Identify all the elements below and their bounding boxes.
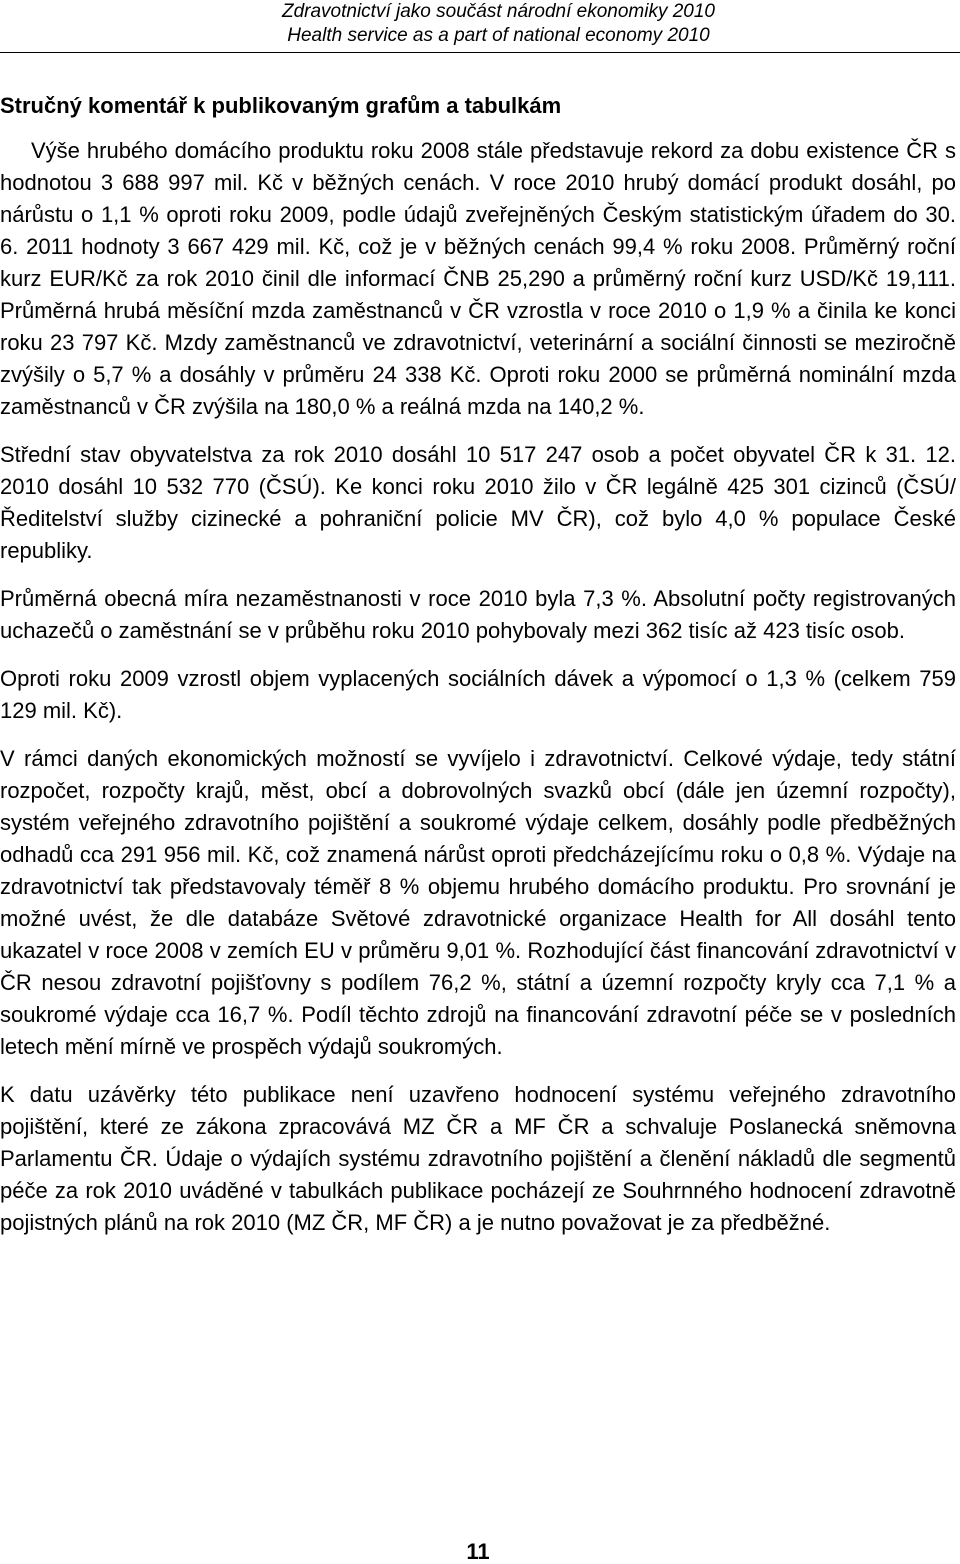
header-title-cz: Zdravotnictví jako součást národní ekonomiky 2010 (281, 1, 715, 22)
paragraph-insurance-evaluation: K datu uzávěrky této publikace není uzavřeno hodnocení systému veřejného zdravotního pojištění, které ze zákona zpracovává MZ ČR a MF ČR a schvaluje Poslanecká sněmovna Parlamentu ČR. Údaje o výdajích systému zdravotního pojištění a členění nákladů dle segmentů péče za rok 2010 uváděné v tabulkách publikace pocházejí ze Souhrnného hodnocení zdravotně pojistných plánů na rok 2010 (MZ ČR, MF ČR) a je nutno považovat je za předběžné. (0, 1082, 956, 1235)
paragraph-unemployment: Průměrná obecná míra nezaměstnanosti v roce 2010 byla 7,3 %. Absolutní počty registrovaných uchazečů o zaměstnání se v průběhu roku 2010 pohybovaly mezi 362 tisíc až 423 tisíc osob. (0, 586, 956, 643)
running-header (282, 0, 715, 48)
paragraph-health-expenditure: V rámci daných ekonomických možností se vyvíjelo i zdravotnictví. Celkové výdaje, tedy státní rozpočet, rozpočty krajů, měst, obcí a dobrovolných svazků obcí (dále jen územní rozpočty), systém veřejného zdravotního pojištění a soukromé výdaje celkem, dosáhly podle předběžných odhadů cca 291 956 mil. Kč, což znamená nárůst oproti předcházejícímu roku o 0,8 %. Výdaje na zdravotnictví tak představovaly téměř 8 % objemu hrubého domácího produktu. Pro srovnání je možné uvést, že dle databáze Světové zdravotnické organizace Health for All dosáhl tento ukazatel v roce 2008 v zemích EU v průměru 9,01 %. Rozhodující část financování zdravotnictví v ČR nesou zdravotní pojišťovny s podílem 76,2 %, státní a územní rozpočty kryly cca 7,1 % a soukromé výdaje cca 16,7 %. Podíl těchto zdrojů na financování zdravotní péče se v posledních letech mění mírně ve prospěch výdajů soukromých. (0, 746, 956, 1059)
section-title: Stručný komentář k publikovaným grafům a tabulkám (0, 93, 562, 118)
header-title-en: Health service as a part of national economy 2010 (287, 25, 710, 46)
header-divider (0, 52, 960, 53)
paragraph-population: Střední stav obyvatelstva za rok 2010 dosáhl 10 517 247 osob a počet obyvatel ČR k 31. 12. 2010 dosáhl 10 532 770 (ČSÚ). Ke konci roku 2010 žilo v ČR legálně 425 301 cizinců (ČSÚ/Ředitelství služby cizinecké a pohraniční policie MV ČR), což bylo 4,0 % populace České republiky. (0, 442, 956, 563)
commentary-body (0, 135, 956, 1255)
page-number: 11 (466, 1539, 490, 1564)
paragraph-gdp-wages: Výše hrubého domácího produktu roku 2008 stále představuje rekord za dobu existence ČR s hodnotou 3 688 997 mil. Kč v běžných cenách. V roce 2010 hrubý domácí produkt dosáhl, po nárůstu o 1,1 % oproti roku 2009, podle údajů zveřejněných Českým statistickým úřadem do 30. 6. 2011 hodnoty 3 667 429 mil. Kč, což je v běžných cenách 99,4 % roku 2008. Průměrný roční kurz EUR/Kč za rok 2010 činil dle informací ČNB 25,290 a průměrný roční kurz USD/Kč 19,111. Průměrná hrubá měsíční mzda zaměstnanců v ČR vzrostla v roce 2010 o 1,9 % a činila ke konci roku 23 797 Kč. Mzdy zaměstnanců ve zdravotnictví, veterinární a sociální činnosti se meziročně zvýšily o 5,7 % a dosáhly v průměru 24 338 Kč. Oproti roku 2000 se průměrná nominální mzda zaměstnanců v ČR zvýšila na 180,0 % a reálná mzda na 140,2 %. (0, 138, 956, 419)
paragraph-social-benefits: Oproti roku 2009 vzrostl objem vyplacených sociálních dávek a výpomocí o 1,3 % (celkem 759 129 mil. Kč). (0, 666, 956, 723)
